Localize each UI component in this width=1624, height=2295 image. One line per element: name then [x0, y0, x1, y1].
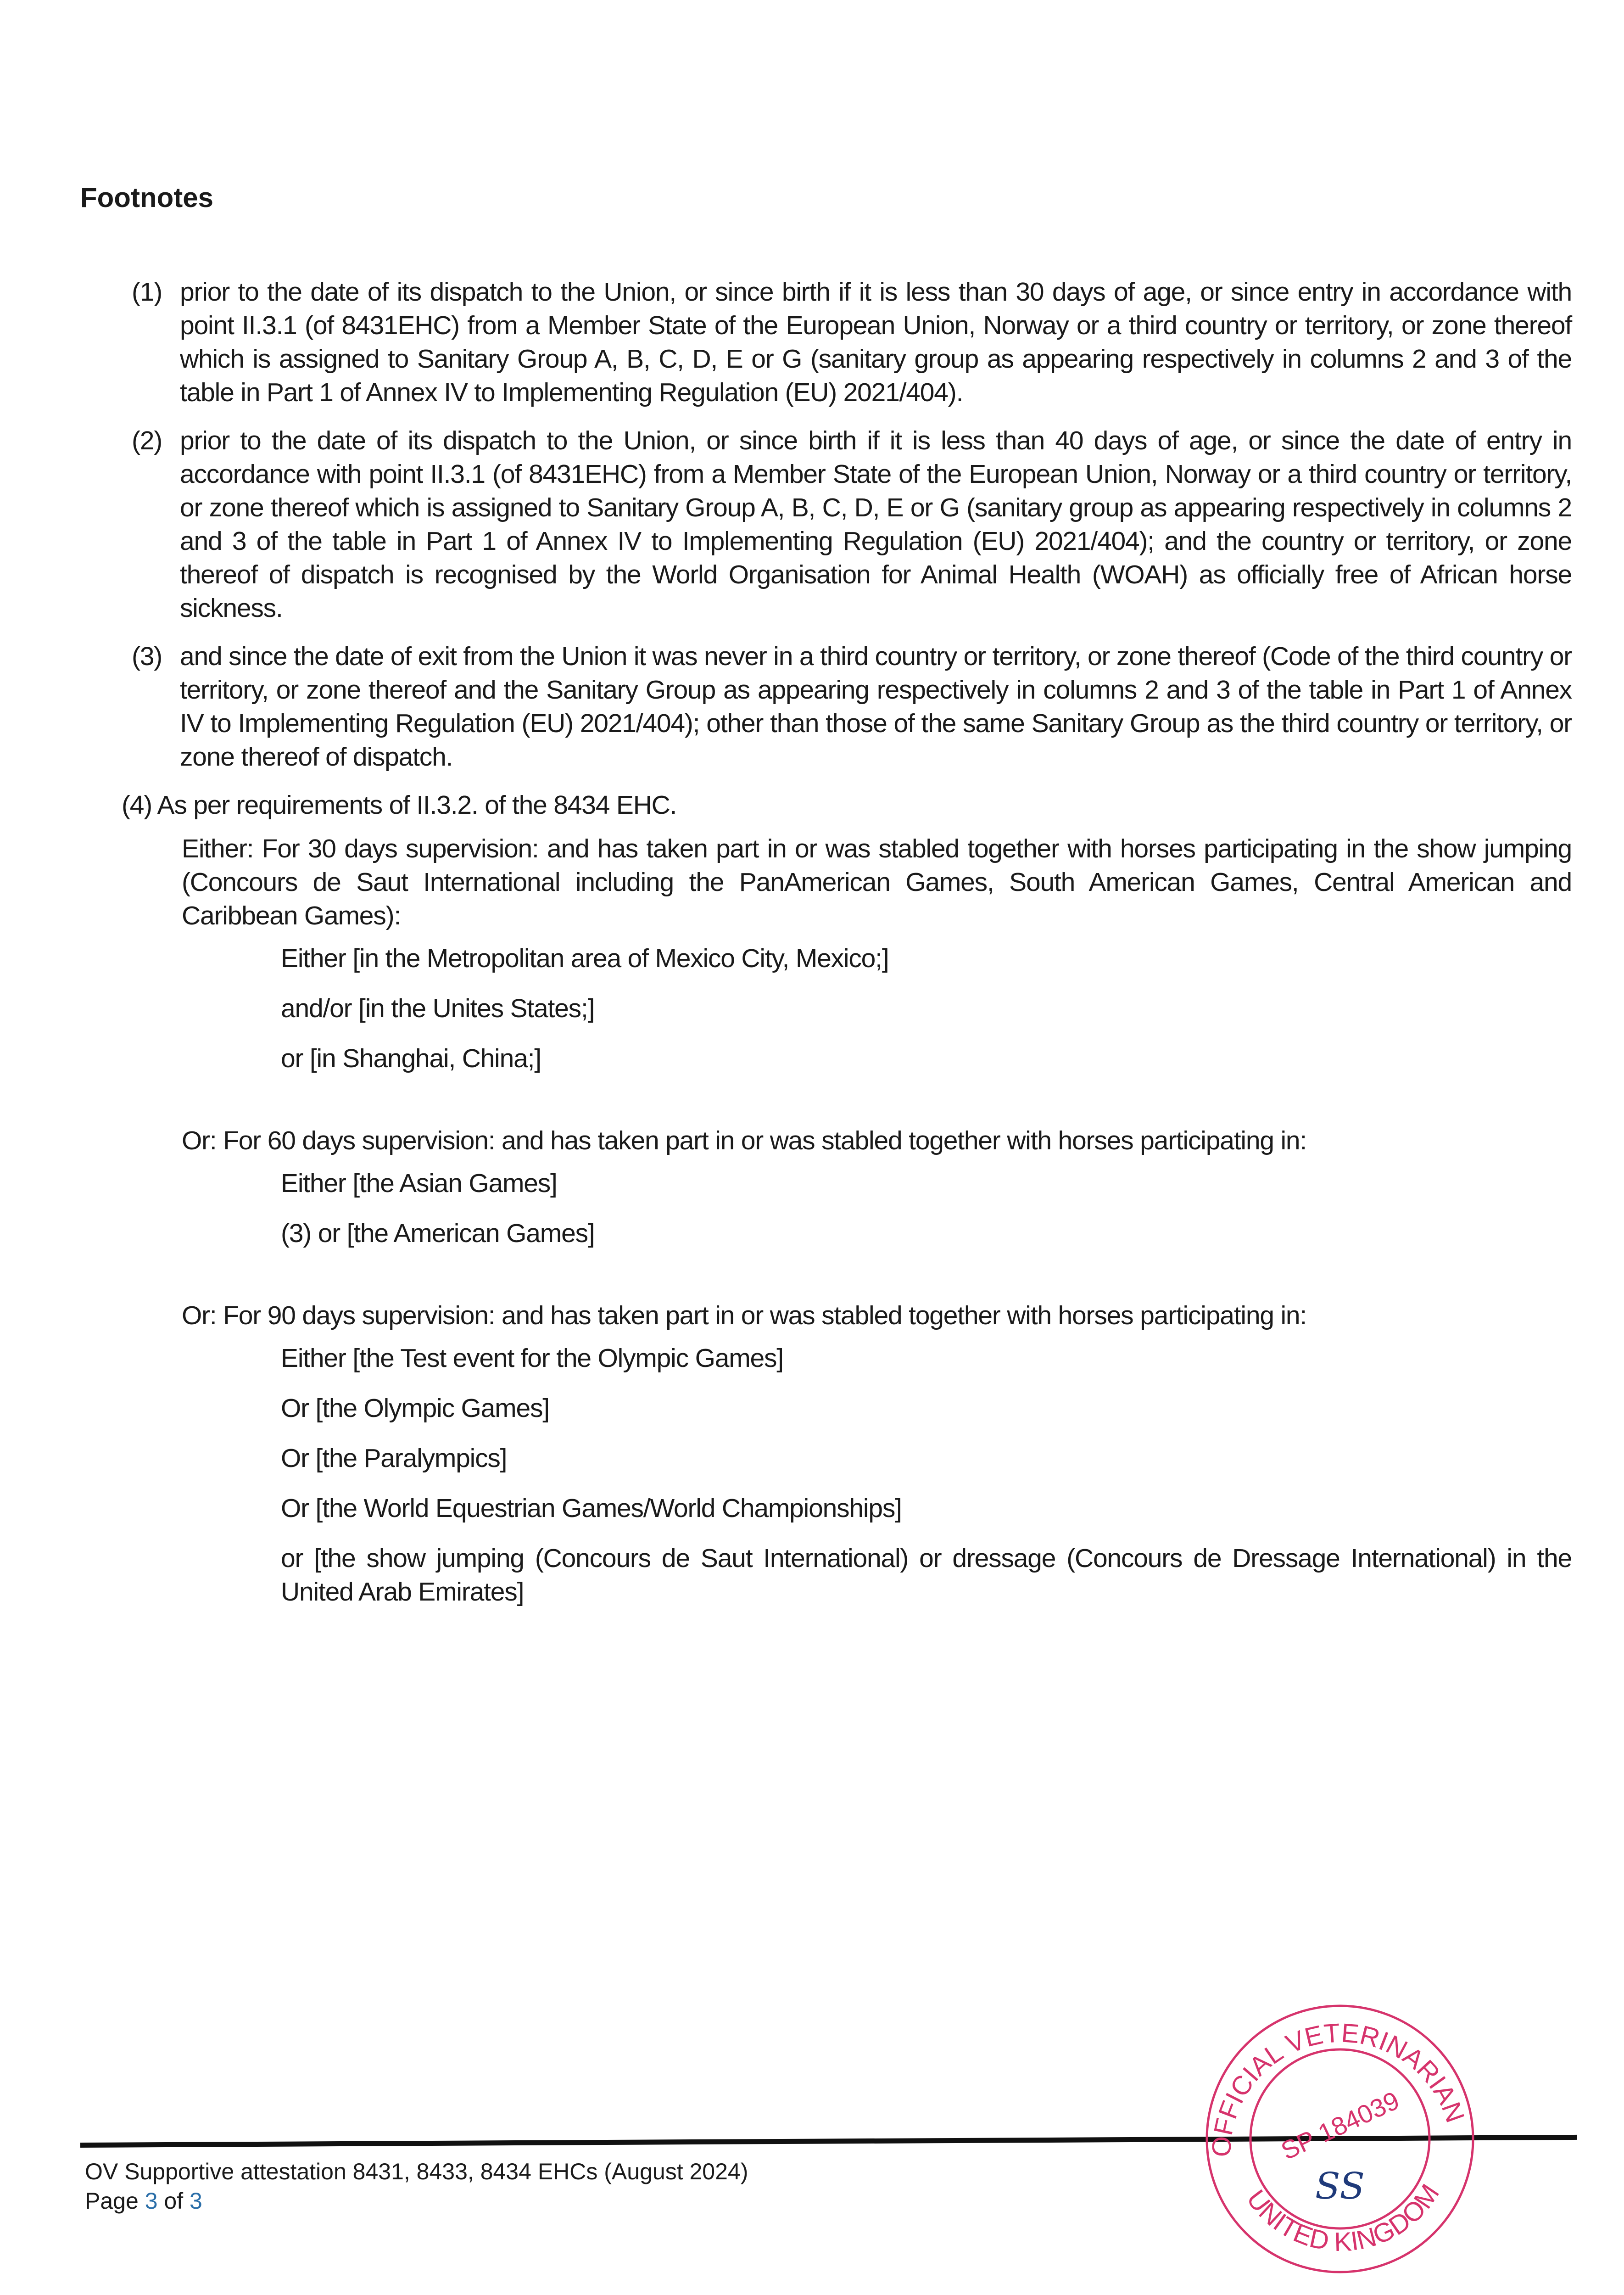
footnote-text: prior to the date of its dispatch to the Union, or since birth if it is less than 30 days of age, or since entry in accordance with point II.3.1 (of 8431EHC) from a Member State of the European Union, Norway or a third country or territory, or zone thereof which is assigned to Sanitary Group A, B, C, D, E or G (sanitary group as appearing respectively in columns 2 and 3 of the table in Part 1 of Annex IV to Implementing Regulation (EU) 2021/404). — [180, 277, 1572, 407]
page-of: of — [164, 2188, 184, 2214]
signature-initials: SS — [1315, 2165, 1365, 2207]
stamp-top-text: OFFICIAL VETERINARIAN — [1206, 2018, 1470, 2158]
footnote-number: (3) — [132, 642, 162, 671]
spacer — [122, 1267, 1572, 1299]
option-90-item: Or [the Paralympics] — [281, 1444, 507, 1473]
page-current: 3 — [145, 2188, 158, 2214]
spacer — [122, 1092, 1572, 1124]
page-total: 3 — [190, 2188, 202, 2214]
option-90-item: or [the show jumping (Concours de Saut International) or dressage (Concours de Dressage International) in the United Arab Emirates] — [281, 1544, 1572, 1606]
footnotes-body — [122, 275, 1572, 1625]
footnote-text: and since the date of exit from the Union it was never in a third country or territory, or zone thereof (Code of the third country or territory, or zone thereof and the Sanitary Group as appearing respectively in columns 2 and 3 of the table in Part 1 of Annex IV to Implementing Regulation (EU) 2021/404); other than those of the same Sanitary Group as the third country or territory, or zone thereof of dispatch. — [180, 642, 1572, 772]
official-veterinarian-stamp — [1202, 2001, 1478, 2277]
footnote-2 — [132, 424, 1572, 625]
option-30-item: Either [in the Metropolitan area of Mexico City, Mexico;] — [281, 944, 889, 973]
footnote-3 — [132, 640, 1572, 774]
footer-title: OV Supportive attestation 8431, 8433, 8434 EHCs (August 2024) — [85, 2159, 748, 2184]
option-30-intro: Either: For 30 days supervision: and has taken part in or was stabled together with horses participating in the show jumping (Concours de Saut International including the PanAmerican Games, South American Games, Central American and Caribbean Games): — [182, 834, 1572, 930]
option-60-intro: Or: For 60 days supervision: and has taken part in or was stabled together with horses participating in: — [182, 1126, 1307, 1155]
option-90-item: Or [the World Equestrian Games/World Championships] — [281, 1494, 902, 1523]
footnote-1 — [132, 275, 1572, 409]
option-60-item: (3) or [the American Games] — [281, 1219, 595, 1248]
option-30-item: and/or [in the Unites States;] — [281, 994, 595, 1023]
page-number — [85, 2187, 202, 2215]
option-90-intro: Or: For 90 days supervision: and has taken part in or was stabled together with horses participating in: — [182, 1301, 1307, 1330]
option-30-item: or [in Shanghai, China;] — [281, 1044, 541, 1073]
stamp-number: SP 184039 — [1276, 2085, 1404, 2166]
footnote-number: (1) — [132, 277, 162, 307]
footnote-number: (2) — [132, 426, 162, 455]
stamp-bottom-text: UNITED KINGDOM — [1240, 2178, 1445, 2257]
footnote-4-title: (4) As per requirements of II.3.2. of the 8434 EHC. — [122, 790, 677, 820]
page-prefix: Page — [85, 2188, 139, 2214]
footnote-text: prior to the date of its dispatch to the Union, or since birth if it is less than 40 days of age, or since the date of entry in accordance with point II.3.1 (of 8431EHC) from a Member State of the European Union, Norway or a third country or territory, or zone thereof which is assigned to Sanitary Group A, B, C, D, E or G (sanitary group as appearing respectively in columns 2 and 3 of the table in Part 1 of Annex IV to Implementing Regulation (EU) 2021/404); and the country or territory, or zone thereof of dispatch is recognised by the World Organisation for Animal Health (WOAH) as officially free of African horse sickness. — [180, 426, 1572, 623]
option-60-item: Either [the Asian Games] — [281, 1169, 557, 1198]
footnotes-heading: Footnotes — [80, 182, 213, 213]
option-90-item: Either [the Test event for the Olympic Games] — [281, 1343, 783, 1373]
option-90-item: Or [the Olympic Games] — [281, 1394, 549, 1423]
